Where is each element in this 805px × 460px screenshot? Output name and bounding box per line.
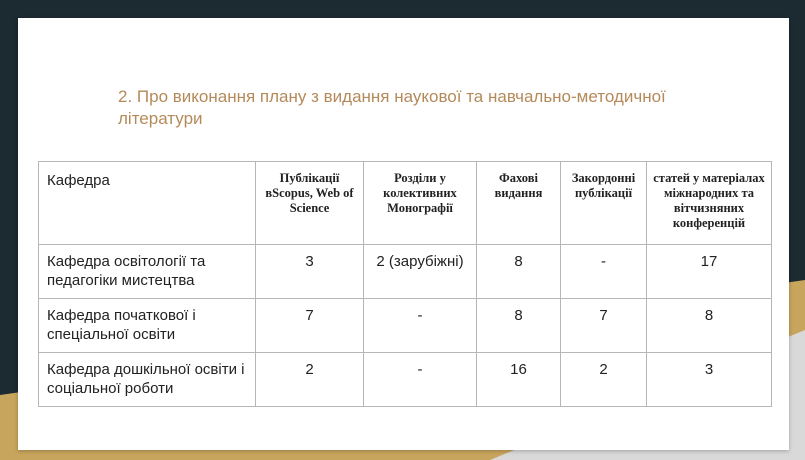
cell-monograph-chapters: - <box>364 353 477 407</box>
content-card <box>18 18 789 450</box>
table-row <box>39 299 772 353</box>
cell-foreign-publications: - <box>561 245 647 299</box>
header-foreign-publications: Закордонні публікації <box>561 162 647 245</box>
cell-foreign-publications: 7 <box>561 299 647 353</box>
cell-scopus-wos: 7 <box>256 299 364 353</box>
table-row <box>39 245 772 299</box>
header-conference-articles: статей у матеріалах міжнародних та вітчизняних конференцій <box>647 162 772 245</box>
cell-conference-articles: 17 <box>647 245 772 299</box>
cell-scopus-wos: 3 <box>256 245 364 299</box>
cell-conference-articles: 8 <box>647 299 772 353</box>
header-monograph-chapters: Розділи у колективних Монографії <box>364 162 477 245</box>
cell-department: Кафедра освітології та педагогіки мистецтва <box>39 245 256 299</box>
cell-conference-articles: 3 <box>647 353 772 407</box>
header-scopus-wos: Публікації вScopus, Web of Science <box>256 162 364 245</box>
cell-monograph-chapters: - <box>364 299 477 353</box>
cell-professional-editions: 16 <box>477 353 561 407</box>
publications-table <box>38 161 772 407</box>
cell-professional-editions: 8 <box>477 299 561 353</box>
table-row <box>39 353 772 407</box>
cell-scopus-wos: 2 <box>256 353 364 407</box>
cell-professional-editions: 8 <box>477 245 561 299</box>
header-department: Кафедра <box>39 162 256 245</box>
slide-title: 2. Про виконання плану з видання наукової та навчально-методичної літератури <box>118 87 666 128</box>
header-professional-editions: Фахові видання <box>477 162 561 245</box>
cell-department: Кафедра початкової і спеціальної освіти <box>39 299 256 353</box>
cell-foreign-publications: 2 <box>561 353 647 407</box>
table-header-row <box>39 162 772 245</box>
cell-monograph-chapters: 2 (зарубіжні) <box>364 245 477 299</box>
cell-department: Кафедра дошкільної освіти і соціальної роботи <box>39 353 256 407</box>
